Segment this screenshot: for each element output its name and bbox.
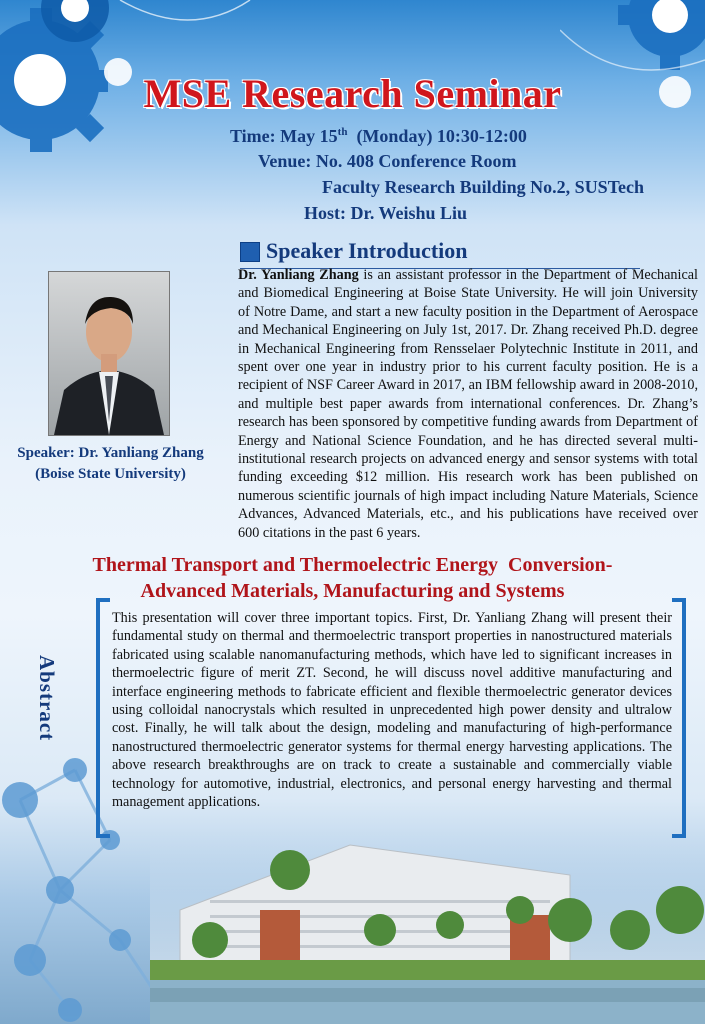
talk-title-line2: Advanced Materials, Manufacturing and Systems (140, 580, 565, 602)
abstract-text: This presentation will cover three important topics. First, Dr. Yanliang Zhang will present their fundamental study on thermal and thermoelectric transport properties in nanostructured materials fabricated using scalable nanomanufacturing methods, which have led to significant increases in thermoelectric figure of merit ZT. Second, he will discuss novel additive manufacturing and interface engineering methods to fabricate efficient and flexible thermoelectric generator devices using colloidal nanocrystals which resulted in unprecedented high power density and ultralow cost. Finally, he will talk about the design, modeling and manufacturing of high-performance nanostructured thermoelectric generator systems for thermal energy harvesting applications. The above research breakthroughs are on track to create a sustainable and commercially viable technology for automotive, industrial, electronics, and personal energy harvesting and thermal management applications. (112, 610, 672, 811)
speaker-affiliation: (Boise State University) (35, 466, 186, 482)
time-superscript: th (337, 126, 348, 138)
speaker-caption (8, 443, 213, 485)
speaker-name: Speaker: Dr. Yanliang Zhang (17, 445, 204, 461)
talk-title-line1: Thermal Transport and Thermoelectric Energy Conversion- (92, 554, 613, 576)
section-square-icon (240, 242, 260, 262)
bio-speaker-name: Dr. Yanliang Zhang (238, 267, 359, 283)
talk-title (0, 552, 705, 604)
section-title: Speaker Introduction (266, 238, 468, 263)
time-prefix: Time: May 15 (230, 126, 338, 146)
bio-text: is an assistant professor in the Department of Mechanical and Biomedical Engineering at Boise State University. He will join University of Notre Dame, and start a new faculty position in the Department of Aerospace and Mechanical Engineering on July 1st, 2017. Dr. Zhang received Ph.D. degree in Mechanical Engineering from Rensselaer Polytechnic Institute in 2011, and spent over one year in industry prior to his current faculty position. He is a recipient of NSF Career Award in 2017, an IBM fellowship award in 2008-2010, and multiple best paper awards from international conferences. Dr. Zhang’s research has been sponsored by competitive funding awards from Department of Energy and National Science Foundation, and he has directed several multi-institutional research projects on advanced energy and sensor systems with total funding exceeding $12 million. His research work has been published on numerous scientific journals of high impact including Nature Materials, Science Advances, Advanced Materials, etc., and his publications have received over 600 citations in the past 6 years. (238, 267, 698, 541)
speaker-bio (238, 266, 698, 542)
abstract-bracket-left (96, 598, 110, 838)
time-suffix: (Monday) 10:30-12:00 (347, 126, 527, 146)
seminar-venue: Venue: No. 408 Conference Room (258, 151, 517, 171)
speaker-introduction-heading (240, 238, 640, 269)
abstract-bracket-right (672, 598, 686, 838)
poster-title: MSE Research Seminar (143, 71, 562, 116)
abstract-label: Abstract (35, 655, 59, 742)
campus-building-image (150, 830, 705, 1024)
seminar-venue-building: Faculty Research Building No.2, SUSTech (322, 177, 645, 197)
seminar-time (230, 126, 527, 147)
speaker-photo (48, 271, 170, 436)
seminar-host: Host: Dr. Weishu Liu (304, 203, 468, 223)
